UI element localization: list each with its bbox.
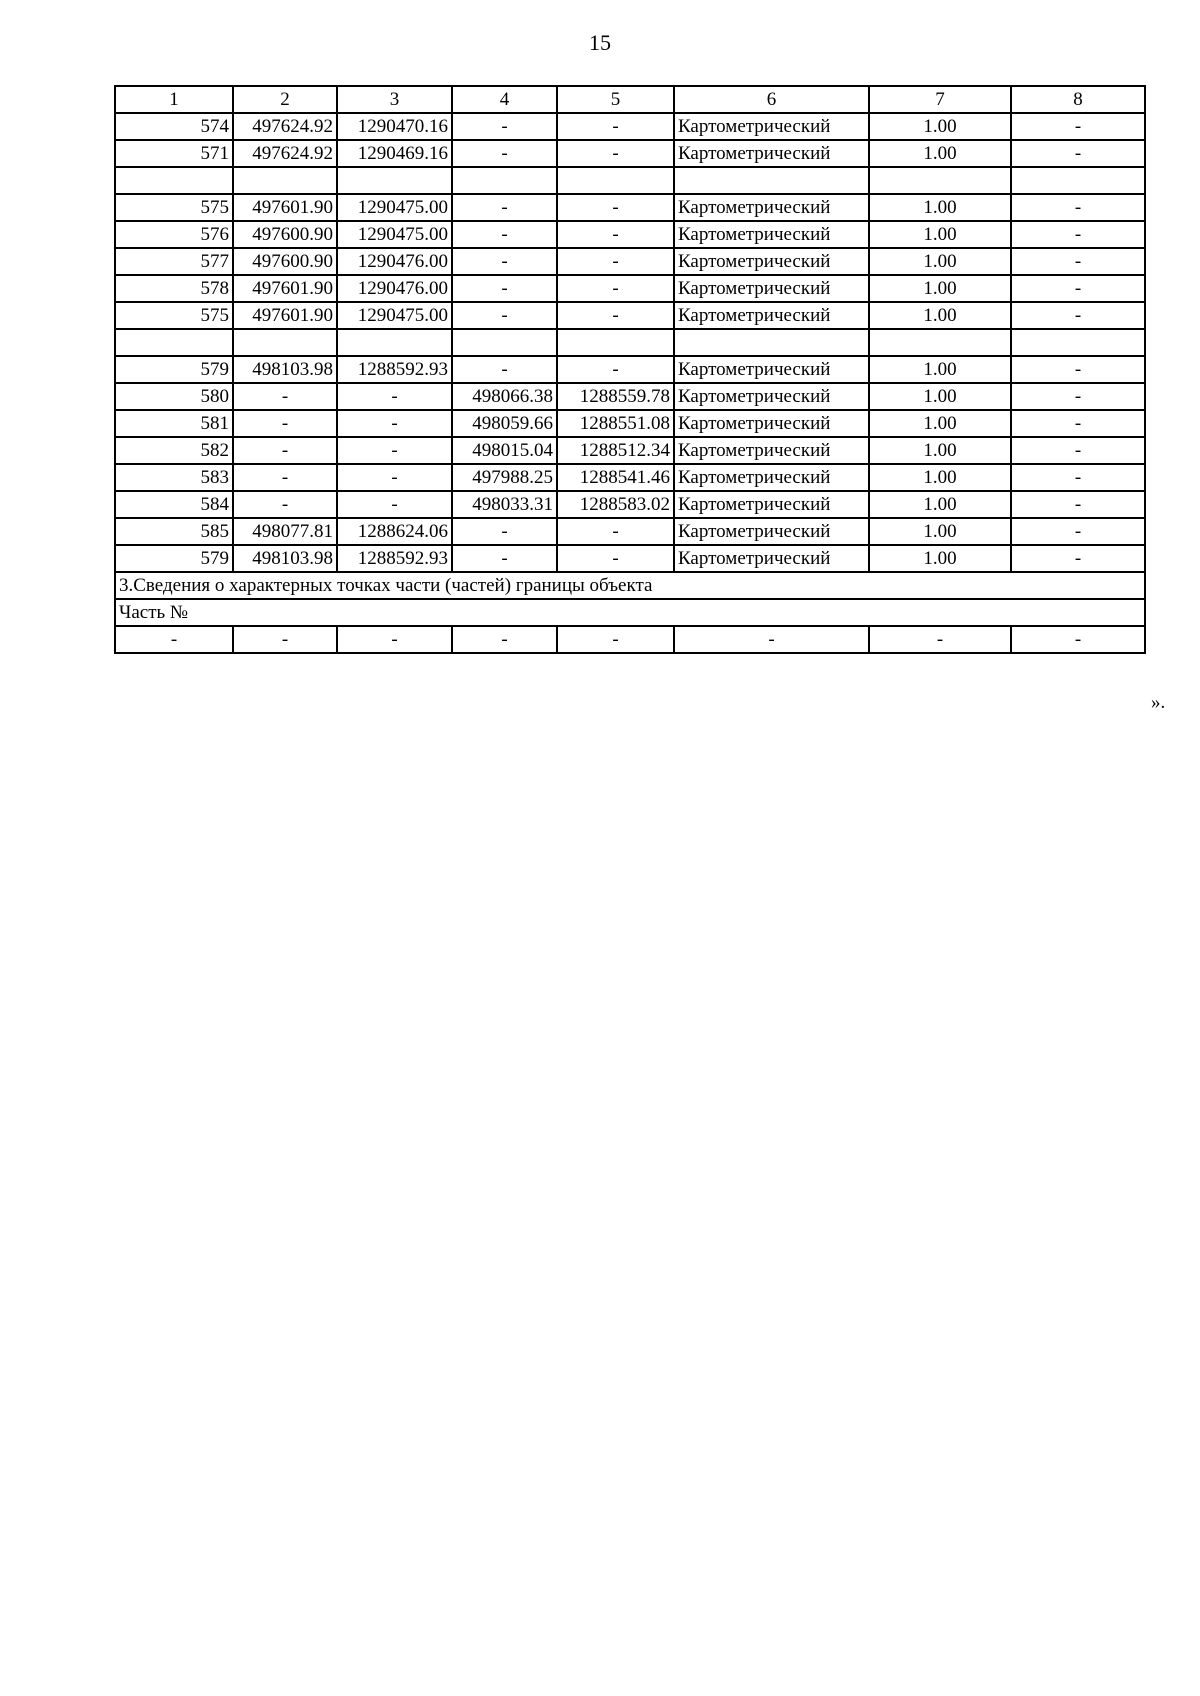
table-cell: - [452, 545, 557, 572]
table-cell: 579 [115, 356, 233, 383]
table-cell: 1288559.78 [557, 383, 674, 410]
table-cell: - [1011, 113, 1145, 140]
table-cell: 497601.90 [233, 275, 337, 302]
table-cell: - [1011, 275, 1145, 302]
table-cell: 1.00 [869, 140, 1011, 167]
table-cell: - [1011, 221, 1145, 248]
table-cell [674, 167, 869, 194]
table-body [115, 86, 1145, 653]
table-cell: - [557, 113, 674, 140]
table-cell: 574 [115, 113, 233, 140]
table-cell: Картометрический [674, 275, 869, 302]
page-number: 15 [589, 30, 611, 55]
table-cell: Картометрический [674, 356, 869, 383]
table-cell: - [452, 140, 557, 167]
table-row [115, 248, 1145, 275]
table-cell: 1.00 [869, 410, 1011, 437]
table-cell: 1290475.00 [337, 221, 452, 248]
table-cell: 571 [115, 140, 233, 167]
table-cell: 498015.04 [452, 437, 557, 464]
table-cell: - [557, 545, 674, 572]
table-row [115, 518, 1145, 545]
part-cell: - [337, 626, 452, 653]
table-cell: - [452, 356, 557, 383]
header-cell: 2 [233, 86, 337, 113]
header-cell: 4 [452, 86, 557, 113]
closing-quote: ». [1151, 692, 1166, 713]
table-cell: - [557, 248, 674, 275]
table-cell: 1.00 [869, 437, 1011, 464]
table-cell: 1288512.34 [557, 437, 674, 464]
table-row [115, 410, 1145, 437]
table-cell: Картометрический [674, 113, 869, 140]
table-cell: - [1011, 545, 1145, 572]
table-cell: - [557, 302, 674, 329]
table-cell: Картометрический [674, 383, 869, 410]
table-cell [233, 329, 337, 356]
table-cell: - [557, 194, 674, 221]
table-cell: - [452, 302, 557, 329]
table-cell: 498033.31 [452, 491, 557, 518]
table-cell: 1.00 [869, 545, 1011, 572]
table-row [115, 221, 1145, 248]
table-cell: 1.00 [869, 356, 1011, 383]
header-row [115, 86, 1145, 113]
table-cell: 1290476.00 [337, 275, 452, 302]
table-cell: - [233, 464, 337, 491]
table-cell: 498103.98 [233, 356, 337, 383]
table-cell: - [452, 518, 557, 545]
table-cell: 497600.90 [233, 248, 337, 275]
table-cell: 1288592.93 [337, 545, 452, 572]
table-cell: 497600.90 [233, 221, 337, 248]
table-cell: - [337, 410, 452, 437]
table-cell: 497601.90 [233, 302, 337, 329]
table-cell: - [557, 356, 674, 383]
table-cell [557, 167, 674, 194]
table-cell: 1290470.16 [337, 113, 452, 140]
table-cell: 498059.66 [452, 410, 557, 437]
table-cell: - [557, 275, 674, 302]
table-cell: - [233, 410, 337, 437]
table-cell: 575 [115, 302, 233, 329]
table-cell: 1.00 [869, 248, 1011, 275]
table-cell: 1.00 [869, 302, 1011, 329]
table-cell: - [1011, 437, 1145, 464]
table-cell: 1290476.00 [337, 248, 452, 275]
table-cell [869, 329, 1011, 356]
table-cell: Картометрический [674, 518, 869, 545]
table-cell: 1288592.93 [337, 356, 452, 383]
table-cell [115, 329, 233, 356]
part-cell: - [115, 626, 233, 653]
table-row [115, 194, 1145, 221]
table-cell: - [557, 221, 674, 248]
table-cell: - [452, 248, 557, 275]
table-cell: - [337, 437, 452, 464]
table-cell: - [452, 221, 557, 248]
table-cell: - [452, 275, 557, 302]
section-title: 3.Сведения о характерных точках части (частей) границы объекта [115, 572, 1145, 599]
table-cell: - [1011, 302, 1145, 329]
table-cell: - [233, 437, 337, 464]
table-cell: Картометрический [674, 545, 869, 572]
table-cell: - [1011, 194, 1145, 221]
table-cell: 582 [115, 437, 233, 464]
table-cell: 1288551.08 [557, 410, 674, 437]
part-label: Часть № [115, 599, 1145, 626]
table-cell [557, 329, 674, 356]
table-cell: - [1011, 518, 1145, 545]
header-cell: 6 [674, 86, 869, 113]
table-cell: Картометрический [674, 140, 869, 167]
part-cell: - [674, 626, 869, 653]
table-cell: 497624.92 [233, 140, 337, 167]
table-cell: 577 [115, 248, 233, 275]
table-cell [1011, 329, 1145, 356]
table-cell: Картометрический [674, 302, 869, 329]
table-cell: 498066.38 [452, 383, 557, 410]
table-row [115, 464, 1145, 491]
table-cell [452, 329, 557, 356]
table-row [115, 167, 1145, 194]
table-cell: 1.00 [869, 464, 1011, 491]
table-cell: 497601.90 [233, 194, 337, 221]
table-cell: 1.00 [869, 518, 1011, 545]
table-cell [337, 167, 452, 194]
header-cell: 5 [557, 86, 674, 113]
part-cell: - [869, 626, 1011, 653]
table-cell [674, 329, 869, 356]
table-cell: 1.00 [869, 491, 1011, 518]
table-cell: 581 [115, 410, 233, 437]
table-cell: - [1011, 464, 1145, 491]
table-cell: - [337, 491, 452, 518]
table-cell: 1.00 [869, 221, 1011, 248]
table-cell: Картометрический [674, 194, 869, 221]
table-cell: 575 [115, 194, 233, 221]
table-cell: 580 [115, 383, 233, 410]
table-cell: - [233, 383, 337, 410]
table-row [115, 302, 1145, 329]
table-cell: Картометрический [674, 437, 869, 464]
table-cell: - [557, 518, 674, 545]
table-row [115, 356, 1145, 383]
table-cell: 497988.25 [452, 464, 557, 491]
table-cell: - [1011, 383, 1145, 410]
table-cell: 1288583.02 [557, 491, 674, 518]
table-row [115, 329, 1145, 356]
table-row [115, 437, 1145, 464]
table-cell: - [1011, 140, 1145, 167]
table-cell: 576 [115, 221, 233, 248]
header-cell: 1 [115, 86, 233, 113]
table-cell: - [337, 464, 452, 491]
table-cell: - [1011, 410, 1145, 437]
table-cell [452, 167, 557, 194]
table-cell: 1.00 [869, 194, 1011, 221]
table-cell: 579 [115, 545, 233, 572]
table-row [115, 383, 1145, 410]
table-cell: 584 [115, 491, 233, 518]
part-cell: - [1011, 626, 1145, 653]
table-cell: - [1011, 248, 1145, 275]
table-cell: 1288624.06 [337, 518, 452, 545]
table-row [115, 545, 1145, 572]
header-cell: 7 [869, 86, 1011, 113]
table-cell: 1288541.46 [557, 464, 674, 491]
table-cell: - [557, 140, 674, 167]
table-row [115, 491, 1145, 518]
part-cell: - [233, 626, 337, 653]
table-cell [869, 167, 1011, 194]
coordinates-table [114, 85, 1146, 654]
table-cell: - [1011, 491, 1145, 518]
table-cell: 1.00 [869, 275, 1011, 302]
table-row [115, 140, 1145, 167]
table-row [115, 275, 1145, 302]
table-cell: 585 [115, 518, 233, 545]
table-cell [1011, 167, 1145, 194]
table-cell: 1.00 [869, 113, 1011, 140]
table-cell: Картометрический [674, 248, 869, 275]
part-cell: - [557, 626, 674, 653]
part-row [115, 626, 1145, 653]
table-cell: 1.00 [869, 383, 1011, 410]
table-cell: 583 [115, 464, 233, 491]
part-label-row [115, 599, 1145, 626]
table-cell: - [233, 491, 337, 518]
table-cell: 1290475.00 [337, 302, 452, 329]
table-row [115, 113, 1145, 140]
table-cell: Картометрический [674, 464, 869, 491]
table-cell: 498103.98 [233, 545, 337, 572]
table-cell [337, 329, 452, 356]
table-cell: - [452, 194, 557, 221]
table-cell: - [1011, 356, 1145, 383]
table-cell [115, 167, 233, 194]
table-cell: Картометрический [674, 221, 869, 248]
table-cell: Картометрический [674, 410, 869, 437]
section-row [115, 572, 1145, 599]
table-cell: 1290475.00 [337, 194, 452, 221]
table-cell: 1290469.16 [337, 140, 452, 167]
table-cell: 498077.81 [233, 518, 337, 545]
table-cell: Картометрический [674, 491, 869, 518]
table-cell: 578 [115, 275, 233, 302]
table-cell: - [452, 113, 557, 140]
part-cell: - [452, 626, 557, 653]
header-cell: 3 [337, 86, 452, 113]
table-cell: - [337, 383, 452, 410]
table-cell: 497624.92 [233, 113, 337, 140]
header-cell: 8 [1011, 86, 1145, 113]
table-cell [233, 167, 337, 194]
